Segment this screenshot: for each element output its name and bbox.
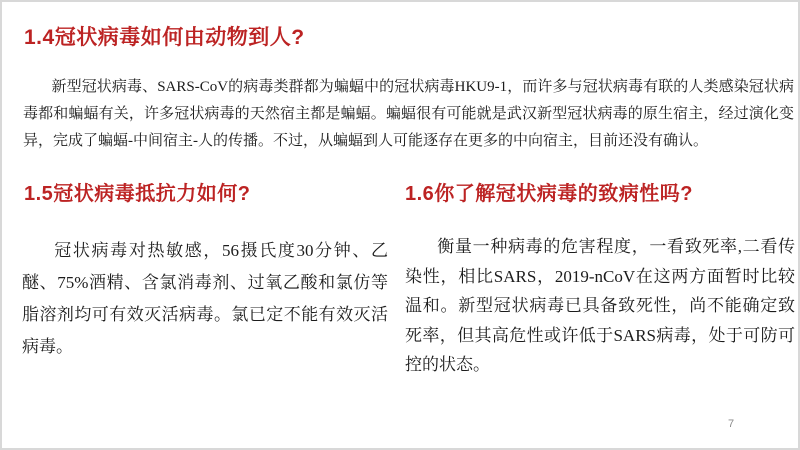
page-number: 7	[728, 418, 735, 430]
section-1-4-heading: 1.4冠状病毒如何由动物到人?	[24, 26, 305, 49]
section-1-6-heading: 1.6你了解冠状病毒的致病性吗?	[405, 183, 694, 205]
section-1-5-body: 冠状病毒对热敏感，56摄氏度30分钟、乙醚、75%酒精、含氯消毒剂、过氧乙酸和氯仿等脂溶剂均可有效灭活病毒。氯已定不能有效灭活病毒。	[22, 241, 388, 356]
section-1-5-heading: 1.5冠状病毒抵抗力如何?	[24, 183, 251, 205]
section-1-4-body: 新型冠状病毒、SARS-CoV的病毒类群都为蝙蝠中的冠状病毒HKU9-1，而许多与冠状病毒有联的人类感染冠状病毒都和蝙蝠有关，许多冠状病毒的天然宿主都是蝙蝠。蝙蝠很有可能就是武汉新型冠状病毒的原生宿主，经过演化变异，完成了蝙蝠-中间宿主-人的传播。不过，从蝙蝠到人可能逐存在更多的中向宿主，目前还没有确认。	[23, 79, 794, 149]
section-1-6-body: 衡量一种病毒的危害程度，一看致死率,二看传染性，相比SARS，2019-nCoV在这两方面暂时比较温和。新型冠状病毒已具备致死性，尚不能确定致死率，但其高危性或许低于SARS病毒，处于可防可控的状态。	[405, 237, 795, 374]
